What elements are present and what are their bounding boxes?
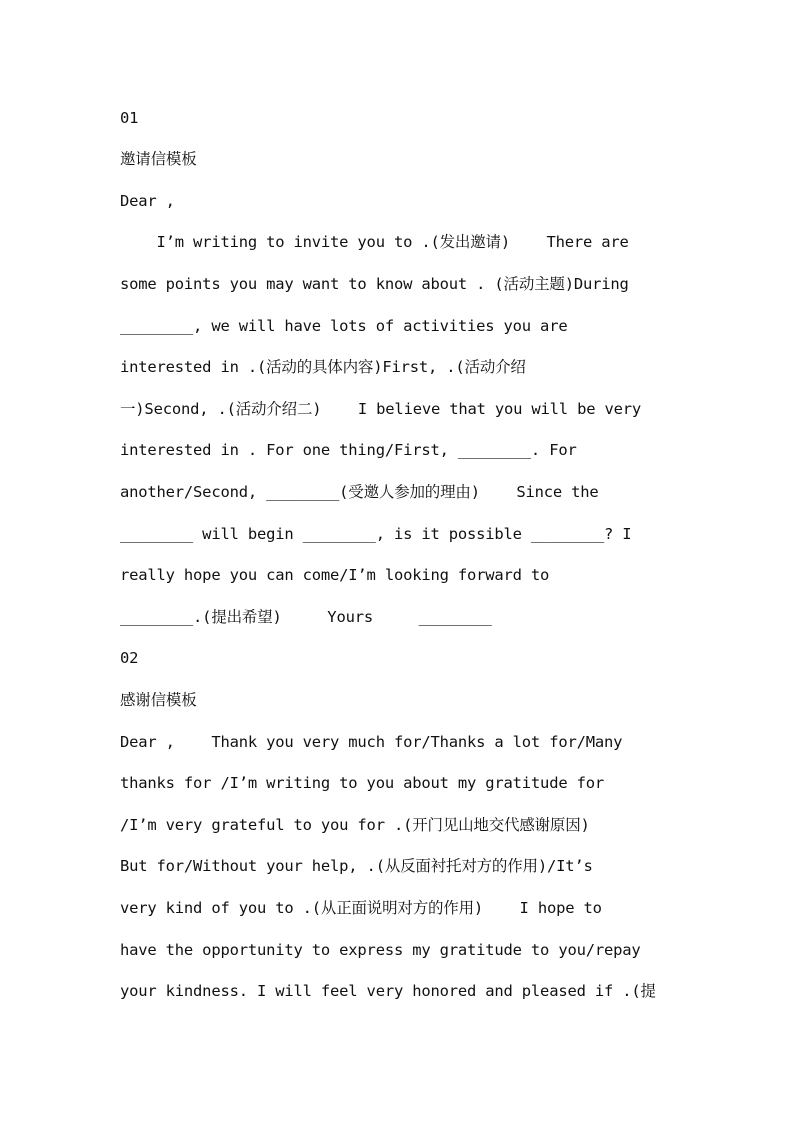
text-line: But for/Without your help, .(从反面衬托对方的作用)/It’s xyxy=(120,857,593,875)
section-heading-invitation: 邀请信模板 xyxy=(120,150,197,168)
text-line: Dear , xyxy=(120,192,175,210)
section-number-02: 02 xyxy=(120,649,139,667)
text-line: ________, we will have lots of activities you are xyxy=(120,317,568,335)
text-line: interested in . For one thing/First, ________. For xyxy=(120,441,577,459)
section-number-01: 01 xyxy=(120,109,139,127)
text-line: Dear , Thank you very much for/Thanks a lot for/Many xyxy=(120,733,623,751)
text-line: really hope you can come/I’m looking forward to xyxy=(120,566,550,584)
text-line: some points you may want to know about . (活动主题)During xyxy=(120,275,629,293)
text-line: /I’m very grateful to you for .(开门见山地交代感谢原因) xyxy=(120,816,590,834)
section-heading-thanks: 感谢信模板 xyxy=(120,691,197,709)
text-line: your kindness. I will feel very honored and pleased if .(提 xyxy=(120,982,656,1000)
text-line: interested in .(活动的具体内容)First, .(活动介绍 xyxy=(120,358,526,376)
text-line: have the opportunity to express my gratitude to you/repay xyxy=(120,941,641,959)
text-line: ________ will begin ________, is it possible ________? I xyxy=(120,525,632,543)
text-line: another/Second, ________(受邀人参加的理由) Since the xyxy=(120,483,599,501)
text-line: 一)Second, .(活动介绍二) I believe that you will be very xyxy=(120,400,641,418)
text-line: ________.(提出希望) Yours ________ xyxy=(120,608,492,626)
text-line: I’m writing to invite you to .(发出邀请) There are xyxy=(120,233,629,251)
text-line: very kind of you to .(从正面说明对方的作用) I hope to xyxy=(120,899,602,917)
text-line: thanks for /I’m writing to you about my gratitude for xyxy=(120,774,604,792)
